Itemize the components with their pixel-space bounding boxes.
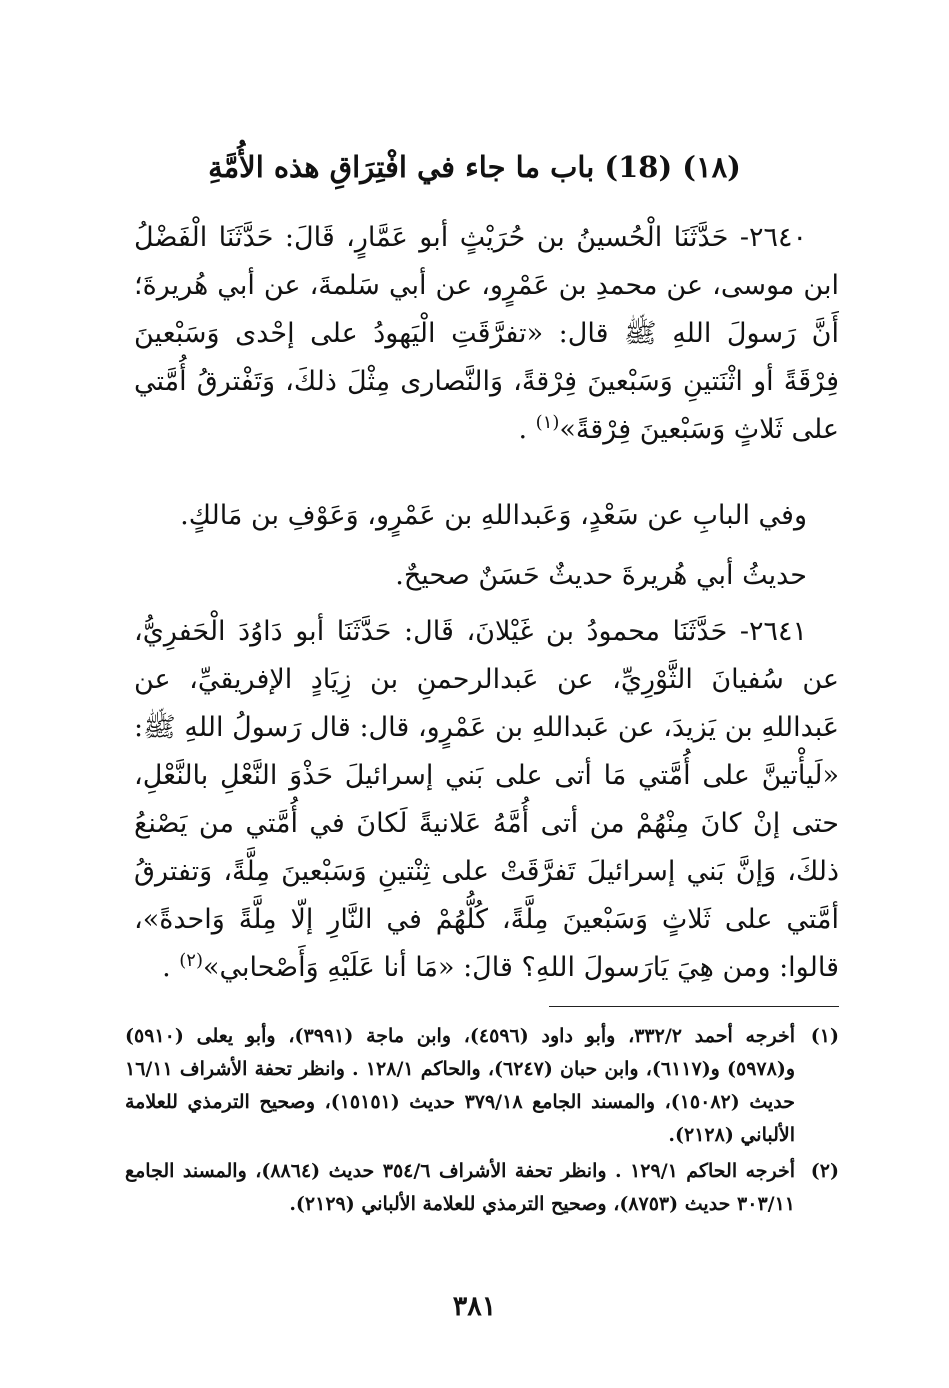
hadith-2641-number: ٢٦٤١- xyxy=(739,616,807,647)
footnotes xyxy=(125,1020,839,1255)
hadith-2641-ending: . xyxy=(162,952,180,983)
footnote-2-text: أخرجه الحاكم ١٢٩/١ . وانظر تحفة الأشراف ٣٥٤/٦ حديث (٨٨٦٤)، والمسند الجامع ٣٠٣/١١ حديث (٨٧٥٣)، وصحيح الترمذي للعلامة الألباني (٢١٢٩). xyxy=(125,1160,796,1215)
footnote-divider xyxy=(549,1006,839,1007)
chapter-title: (١٨) (18) باب ما جاء في افْتِرَاقِ هذه الأُمَّةِ xyxy=(208,150,741,185)
hadith-2641-text: حَدَّثَنَا محمودُ بن غَيْلانَ، قَال: حَدَّثَنَا أبو دَاوُدَ الْحَفرِيُّ، عن سُفيانَ الثَّوْرِيِّ، عن عَبدالرحمنِ بن زِيَادٍ الإفريقيِّ، عن عَبداللهِ بن يَزيدَ، عن عَبداللهِ بن عَمْرٍو، قال: قال رَسولُ اللهِ ﷺ: «لَيأْتينَّ على أُمَّتي مَا أتى على بَني إسرائيلَ حَذْوَ النَّعْلِ بالنَّعْلِ، حتى إنْ كانَ مِنْهُمْ من أتى أُمَّهُ عَلانيةً لَكانَ في أُمَّتي من يَصْنعُ ذلكَ، وَإنَّ بَني إسرائيلَ تَفرَّقَتْ على ثِنْتينِ وَسَبْعينَ مِلَّةً، وَتفترقُ أمَّتي على ثَلاثٍ وَسَبْعينَ مِلَّةً، كُلُّهُمْ في النَّارِ إلّا مِلَّةً وَاحدةً»، قالوا: ومن هِيَ يَارَسولَ اللهِ؟ قالَ: «مَا أنا عَلَيْهِ وَأَصْحابي» xyxy=(134,616,839,983)
chapter-note: وفي البابِ عن سَعْدٍ، وَعَبداللهِ بن عَمْرٍو، وَعَوْفِ بن مَالكٍ. xyxy=(180,500,807,531)
footnote-1 xyxy=(125,1020,839,1152)
hadith-2641-footnote-mark: (٢) xyxy=(179,950,203,971)
hadith-2640-number: ٢٦٤٠- xyxy=(739,222,807,253)
hadith-2640 xyxy=(134,214,839,469)
footnote-1-text: أخرجه أحمد ٣٣٢/٢، وأبو داود (٤٥٩٦)، وابن ماجة (٣٩٩١)، وأبو يعلى (٥٩١٠) و(٥٩٧٨) و(٦١١٧)، وابن حبان (٦٢٤٧)، والحاكم ١٢٨/١ . وانظر تحفة الأشراف ١٦/١١ حديث (١٥٠٨٢)، والمسند الجامع ٣٧٩/١٨ حديث (١٥١٥١)، وصحيح الترمذي للعلامة الألباني (٢١٢٨). xyxy=(125,1025,795,1146)
footnote-2 xyxy=(125,1155,839,1221)
hadith-2640-ending: . xyxy=(518,414,536,445)
footnote-1-number: (١) xyxy=(810,1025,839,1047)
hadith-2640-footnote-mark: (١) xyxy=(535,412,560,433)
hadith-grading: حديثُ أبي هُريرةَ حديثٌ حَسَنٌ صحيحٌ. xyxy=(395,560,807,591)
hadith-2640-text: حَدَّثَنَا الْحُسينُ بن حُرَيْثٍ أبو عَمَّارٍ، قَالَ: حَدَّثَنَا الْفَضْلُ ابن موسى، عن محمدِ بن عَمْرٍو، عن أبي سَلمةَ، عن أبي هُريرةَ؛ أَنَّ رَسولَ اللهِ ﷺ قال: «تفرَّقَتِ الْيَهودُ على إحْدى وَسَبْعينَ فِرْقَةً أو اثْنَتينِ وَسَبْعينَ فِرْقةً، وَالنَّصارى مِثْلَ ذلكَ، وَتَفْترقُ أُمَّتي على ثَلاثٍ وَسَبْعينَ فِرْقةً» xyxy=(134,222,839,445)
page-number: ٣٨١ xyxy=(452,1291,497,1322)
hadith-2641 xyxy=(134,608,839,1020)
footnote-2-number: (٢) xyxy=(810,1160,839,1182)
